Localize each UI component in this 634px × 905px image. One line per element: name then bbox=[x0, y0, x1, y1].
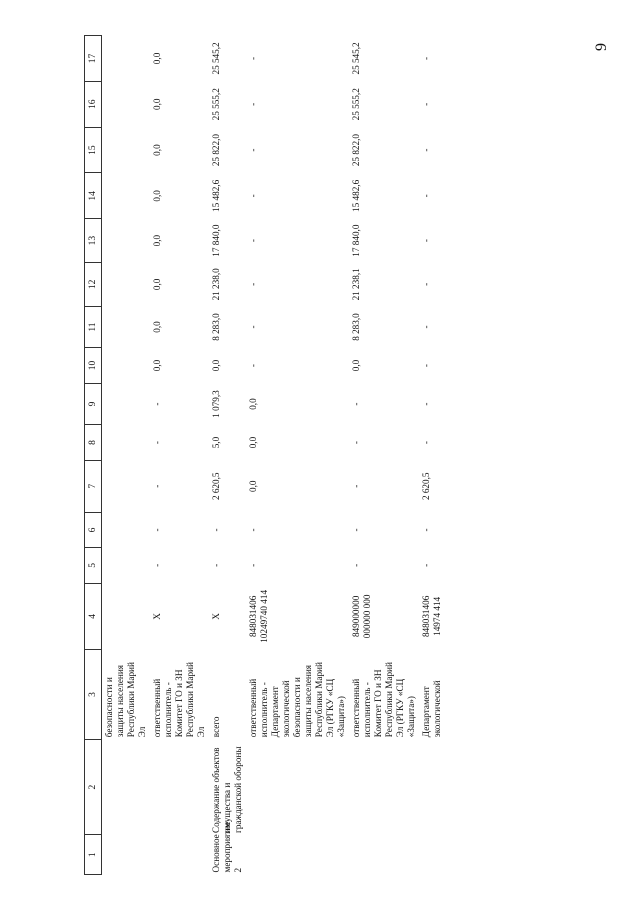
column-header: 1 bbox=[85, 835, 102, 875]
table-cell-col-1 bbox=[246, 835, 349, 875]
table-cell-col-13: - bbox=[421, 239, 431, 243]
page-number: 9 bbox=[593, 43, 610, 51]
table-cell-col-17: 0,0 bbox=[152, 52, 162, 65]
table-cell-col-5: - bbox=[351, 563, 361, 567]
table-cell-col-13: - bbox=[248, 239, 258, 243]
column-header: 11 bbox=[85, 306, 102, 348]
table-cell-col-14: 0,0 bbox=[152, 190, 162, 202]
table-cell-col-13: 17 840,0 bbox=[351, 224, 361, 257]
column-header: 9 bbox=[85, 383, 102, 425]
table-cell-col-9: - bbox=[351, 402, 361, 406]
table-cell-col-14 bbox=[102, 173, 151, 219]
column-header: 5 bbox=[85, 548, 102, 583]
table-cell-col-16: 25 555,2 bbox=[211, 88, 221, 121]
table-cell-col-11: 8 283,0 bbox=[211, 313, 221, 341]
table-cell-col-3: ответственный исполнитель - Комитет ГО и ЗН Республики Марий Эл bbox=[152, 662, 206, 738]
table-cell-col-6: - bbox=[211, 528, 221, 532]
table-cell-col-16: - bbox=[421, 102, 431, 106]
table-cell-col-1 bbox=[419, 835, 445, 875]
column-header: 2 bbox=[85, 739, 102, 835]
table-cell-col-2: Содержание объектов имущества и гражданской обороны bbox=[211, 746, 243, 833]
table-cell-col-9: - bbox=[152, 402, 162, 406]
column-header: 13 bbox=[85, 219, 102, 263]
table-cell-col-7 bbox=[102, 460, 151, 512]
column-header: 8 bbox=[85, 425, 102, 460]
table-cell-col-6 bbox=[102, 512, 151, 547]
column-header: 6 bbox=[85, 512, 102, 547]
table-cell-col-13 bbox=[102, 219, 151, 263]
table-cell-col-2 bbox=[150, 739, 209, 835]
table-cell-col-2 bbox=[246, 739, 349, 835]
table-cell-col-17: 25 545,2 bbox=[351, 42, 361, 75]
table-cell-col-2 bbox=[102, 739, 151, 835]
table-cell-col-15: - bbox=[248, 148, 258, 152]
table-cell-col-17: - bbox=[421, 56, 431, 60]
column-header: 14 bbox=[85, 173, 102, 219]
table-cell-col-12 bbox=[102, 262, 151, 306]
table-cell-col-14: - bbox=[248, 194, 258, 198]
table-cell-col-17 bbox=[102, 36, 151, 82]
table-cell-col-10: - bbox=[248, 364, 258, 368]
table-cell-col-17: 25 545,2 bbox=[211, 42, 221, 75]
table-cell-col-13: 17 840,0 bbox=[211, 224, 221, 257]
table-row bbox=[150, 36, 209, 875]
table-cell-col-2 bbox=[349, 739, 419, 835]
table-cell-col-9: - bbox=[421, 402, 431, 406]
table-cell-col-5: - bbox=[211, 563, 221, 567]
column-header: 10 bbox=[85, 348, 102, 383]
table-cell-col-1 bbox=[349, 835, 419, 875]
table-cell-col-15: 0,0 bbox=[152, 144, 162, 156]
table-cell-col-4: 849000000 000000 000 bbox=[351, 594, 372, 639]
table-cell-col-15 bbox=[102, 127, 151, 173]
table-cell-col-12: 21 238,1 bbox=[351, 268, 361, 301]
table-cell-col-3: Департамент экологической bbox=[421, 680, 442, 738]
table-cell-col-8: - bbox=[351, 441, 361, 445]
table-cell-col-4: 848031406 14974 414 bbox=[421, 595, 442, 638]
table-row bbox=[419, 36, 445, 875]
column-number-row bbox=[85, 36, 102, 875]
table-cell-col-15: 25 822,0 bbox=[351, 134, 361, 167]
table-cell-col-1: Основное мероприятие 2 bbox=[211, 821, 243, 873]
table-cell-col-5: - bbox=[152, 563, 162, 567]
table-cell-col-3: ответственный исполнитель - Департамент экологической безопасности и защиты населения Республики Марий Эл (РГКУ «СЦ «Защита») bbox=[248, 662, 346, 738]
table-row bbox=[102, 36, 151, 875]
table-cell-col-9: 0,0 bbox=[248, 398, 258, 410]
table-cell-col-14: 15 482,6 bbox=[351, 179, 361, 212]
table-cell-col-8: - bbox=[152, 441, 162, 445]
table-cell-col-7: - bbox=[152, 484, 162, 488]
table-cell-col-8: 5,0 bbox=[211, 436, 221, 449]
table-cell-col-3: ответственный исполнитель - Комитет ГО и ЗН Республики Марий Эл (РГКУ «СЦ «Защита») bbox=[351, 662, 416, 738]
column-header: 3 bbox=[85, 650, 102, 740]
table-cell-col-11: - bbox=[421, 325, 431, 329]
table-cell-col-12: - bbox=[421, 282, 431, 286]
table-cell-col-13: 0,0 bbox=[152, 234, 162, 247]
column-header: 15 bbox=[85, 127, 102, 173]
table-cell-col-7: 0,0 bbox=[248, 480, 258, 492]
table-cell-col-9: 1 079,3 bbox=[211, 390, 221, 418]
table-cell-col-4: X bbox=[211, 613, 221, 620]
table-cell-col-3: всего bbox=[211, 716, 221, 738]
table-cell-col-11: - bbox=[248, 325, 258, 329]
table-row bbox=[349, 36, 419, 875]
table-cell-col-16: 0,0 bbox=[152, 98, 162, 111]
table-body bbox=[102, 36, 446, 875]
column-header: 12 bbox=[85, 262, 102, 306]
table-cell-col-12: 21 238,0 bbox=[211, 268, 221, 301]
table-cell-col-2 bbox=[419, 739, 445, 835]
table-cell-col-10 bbox=[102, 348, 151, 383]
table-cell-col-4 bbox=[102, 583, 151, 650]
table-cell-col-6: - bbox=[152, 528, 162, 532]
table-cell-col-1 bbox=[102, 835, 151, 875]
table-cell-col-5 bbox=[102, 548, 151, 583]
table-cell-col-7: - bbox=[351, 484, 361, 488]
table-cell-col-10: - bbox=[421, 364, 431, 368]
table-cell-col-6: - bbox=[248, 528, 258, 532]
table-cell-col-11 bbox=[102, 306, 151, 348]
table-cell-col-11: 0,0 bbox=[152, 321, 162, 333]
table-row bbox=[209, 36, 246, 875]
table-cell-col-15: - bbox=[421, 148, 431, 152]
table-cell-col-8 bbox=[102, 425, 151, 460]
table-cell-col-6: - bbox=[351, 528, 361, 532]
table-cell-col-14: - bbox=[421, 194, 431, 198]
table-cell-col-5: - bbox=[248, 563, 258, 567]
table-cell-col-11: 8 283,0 bbox=[351, 313, 361, 341]
table-cell-col-3: безопасности и защиты населения Республики Марий Эл bbox=[104, 662, 147, 738]
table-cell-col-16: - bbox=[248, 102, 258, 106]
table-cell-col-15: 25 822,0 bbox=[211, 134, 221, 167]
budget-table bbox=[84, 35, 445, 875]
column-header: 17 bbox=[85, 36, 102, 82]
table-cell-col-10: 0,0 bbox=[211, 359, 221, 372]
table-cell-col-1 bbox=[150, 835, 209, 875]
table-cell-col-4: X bbox=[152, 613, 162, 620]
table-row bbox=[246, 36, 349, 875]
table-cell-col-6: - bbox=[421, 528, 431, 532]
table-cell-col-10: 0,0 bbox=[152, 359, 162, 372]
table-cell-col-8: - bbox=[421, 441, 431, 445]
table-cell-col-8: 0,0 bbox=[248, 436, 258, 449]
column-header: 16 bbox=[85, 81, 102, 127]
table-cell-col-7: 2 620,5 bbox=[421, 472, 431, 501]
table-cell-col-10: 0,0 bbox=[351, 359, 361, 372]
table-cell-col-16: 25 555,2 bbox=[351, 88, 361, 121]
column-header: 4 bbox=[85, 583, 102, 650]
table-cell-col-16 bbox=[102, 81, 151, 127]
table-cell-col-17: - bbox=[248, 56, 258, 60]
table-cell-col-14: 15 482,6 bbox=[211, 179, 221, 212]
table-cell-col-12: 0,0 bbox=[152, 278, 162, 291]
table-cell-col-5: - bbox=[421, 563, 431, 567]
rotated-table-wrapper bbox=[84, 35, 606, 875]
table-cell-col-12: - bbox=[248, 282, 258, 286]
table-cell-col-7: 2 620,5 bbox=[211, 472, 221, 501]
table-cell-col-9 bbox=[102, 383, 151, 425]
table-cell-col-4: 848031406 10249740 414 bbox=[248, 589, 269, 643]
column-header: 7 bbox=[85, 460, 102, 512]
